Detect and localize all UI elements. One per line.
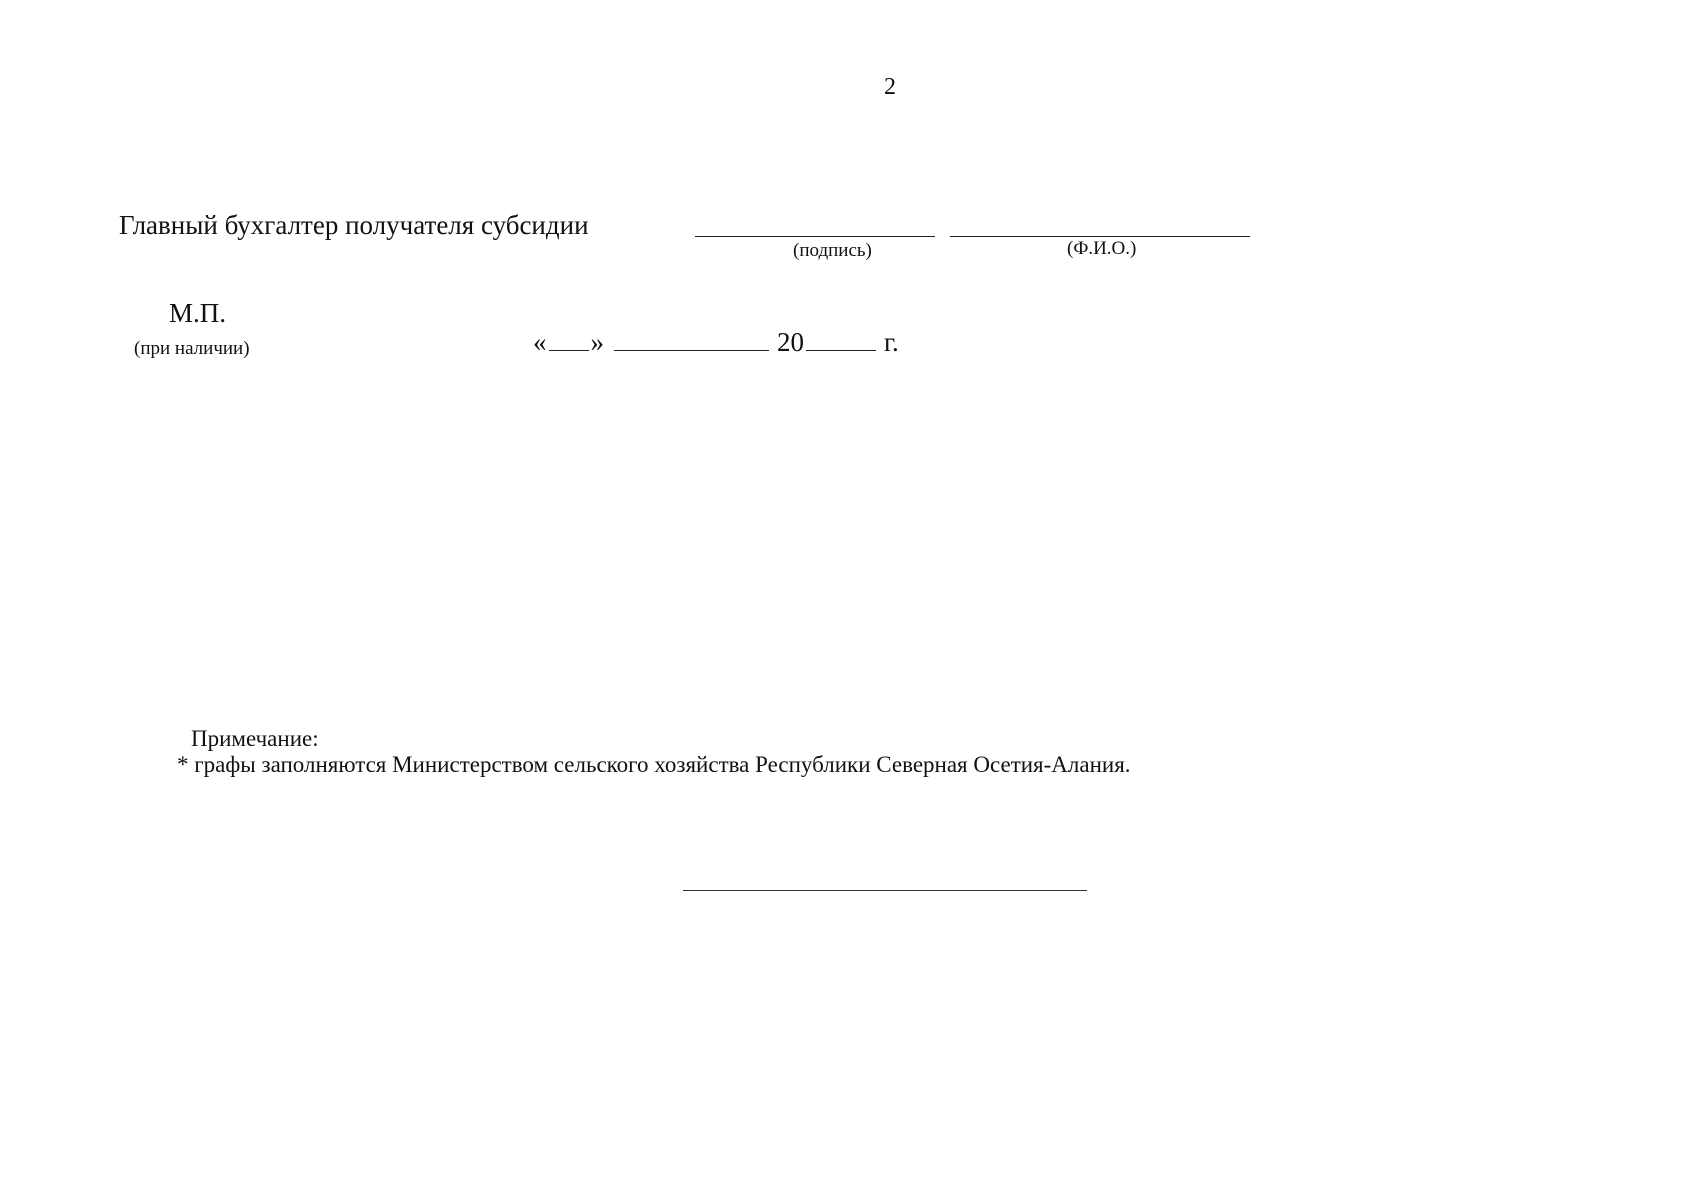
note-title: Примечание: (191, 726, 319, 751)
full-name-caption: (Ф.И.О.) (1067, 238, 1137, 259)
signature-line[interactable] (695, 236, 935, 237)
date-open-quote: « (533, 327, 547, 357)
month-blank[interactable] (614, 328, 769, 351)
note-text: * графы заполняются Министерством сельского хозяйства Республики Северная Осетия-Алания. (177, 752, 1131, 777)
full-name-line[interactable] (950, 236, 1250, 237)
stamp-label: М.П. (169, 298, 227, 328)
end-divider (683, 890, 1087, 891)
year-blank[interactable] (806, 328, 876, 351)
day-blank[interactable] (549, 328, 589, 351)
signature-caption: (подпись) (793, 240, 872, 261)
page-number: 2 (884, 74, 896, 100)
year-suffix: г. (884, 327, 899, 357)
date-line (533, 327, 899, 358)
year-prefix: 20 (777, 327, 804, 357)
chief-accountant-label: Главный бухгалтер получателя субсидии (119, 210, 589, 240)
stamp-note: (при наличии) (134, 338, 250, 359)
date-close-quote: » (590, 327, 604, 357)
